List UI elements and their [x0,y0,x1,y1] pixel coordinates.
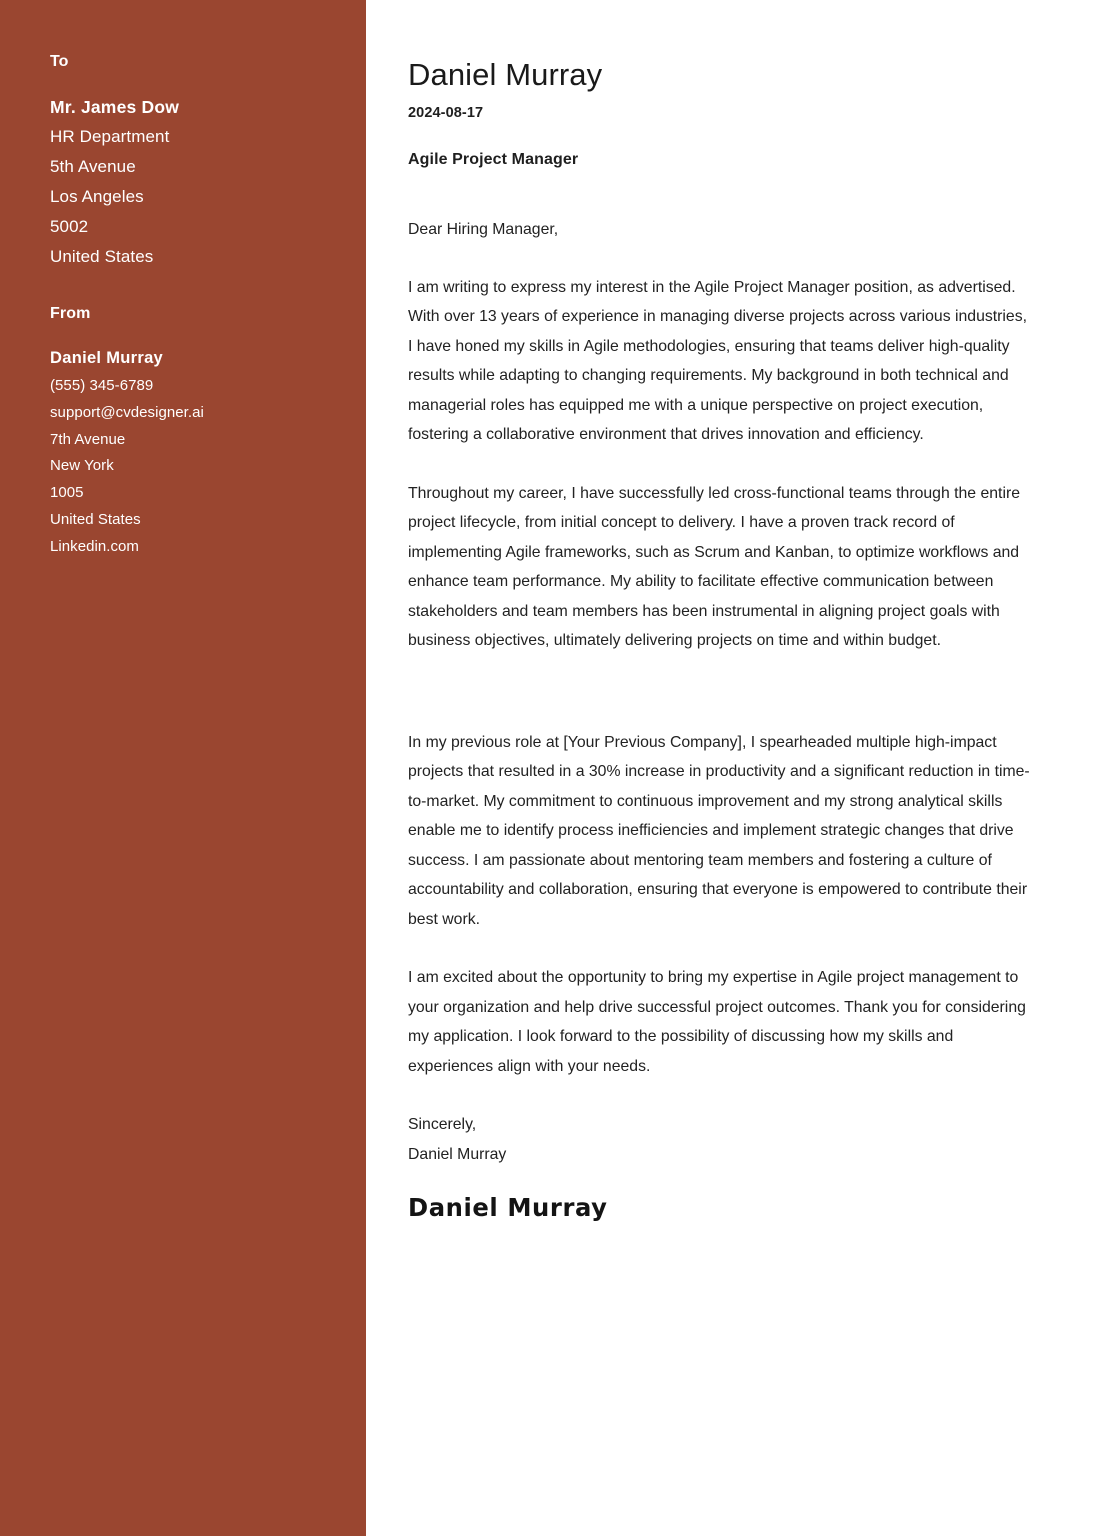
sender-email: support@cvdesigner.ai [50,403,204,421]
page-title: Daniel Murray [408,57,603,92]
from-label: From [50,305,91,322]
contact-sidebar [0,0,366,1536]
signature: Daniel Murray [408,1193,608,1222]
to-label: To [50,53,69,70]
letter-body [366,0,1095,1536]
letter-paragraph: I am excited about the opportunity to bring my expertise in Agile project management to your organization and help drive successful project outcomes. Thank you for considering my application. I look forward to the possibility of discussing how my skills and experiences align with your needs. [408,969,1026,1075]
sender-name: Daniel Murray [50,349,164,367]
letter-date: 2024-08-17 [408,105,484,121]
sender-line: New York [50,457,114,475]
recipient-line: Los Angeles [50,187,144,206]
job-title: Agile Project Manager [408,151,579,168]
letter-paragraph: I am writing to express my interest in the Agile Project Manager position, as advertised. With over 13 years of experience in managing diverse projects across various industries, I have honed my skills in Agile methodologies, ensuring that teams deliver high-quality results while adapting to changing requirements. My background in both technical and managerial roles has equipped me with a unique perspective on project execution, fostering a collaborative environment that drives innovation and efficiency. [408,278,1028,443]
salutation: Dear Hiring Manager, [408,221,559,238]
sender-linkedin: Linkedin.com [50,537,139,555]
recipient-line: 5002 [50,217,89,236]
recipient-line: 5th Avenue [50,157,136,176]
closing-name: Daniel Murray [408,1145,507,1163]
recipient-name: Mr. James Dow [50,97,180,117]
sender-line: 1005 [50,484,84,502]
recipient-block [50,52,326,272]
letter-paragraph: In my previous role at [Your Previous Company], I spearheaded multiple high-impact projects that resulted in a 30% increase in productivity and a significant reduction in time-to-market. My commitment to continuous improvement and my strong analytical skills enable me to identify process inefficiencies and implement strategic changes that drive success. I am passionate about mentoring team members and fostering a culture of accountability and collaboration, ensuring that everyone is empowered to contribute their best work. [408,733,1030,928]
sender-block [50,304,326,561]
recipient-line: HR Department [50,127,170,146]
sender-line: 7th Avenue [50,430,126,448]
sender-line: United States [50,510,141,528]
sender-phone: (555) 345-6789 [50,377,154,394]
recipient-line: United States [50,247,154,266]
closing-salutation: Sincerely, [408,1116,477,1133]
letter-paragraph: Throughout my career, I have successfully led cross-functional teams through the entire project lifecycle, from initial concept to delivery. I have a proven track record of implementing Agile frameworks, such as Scrum and Kanban, to optimize workflows and enhance team performance. My ability to facilitate effective communication between stakeholders and team members has been instrumental in aligning project goals with business objectives, ultimately delivering projects on time and within budget. [408,484,1020,649]
